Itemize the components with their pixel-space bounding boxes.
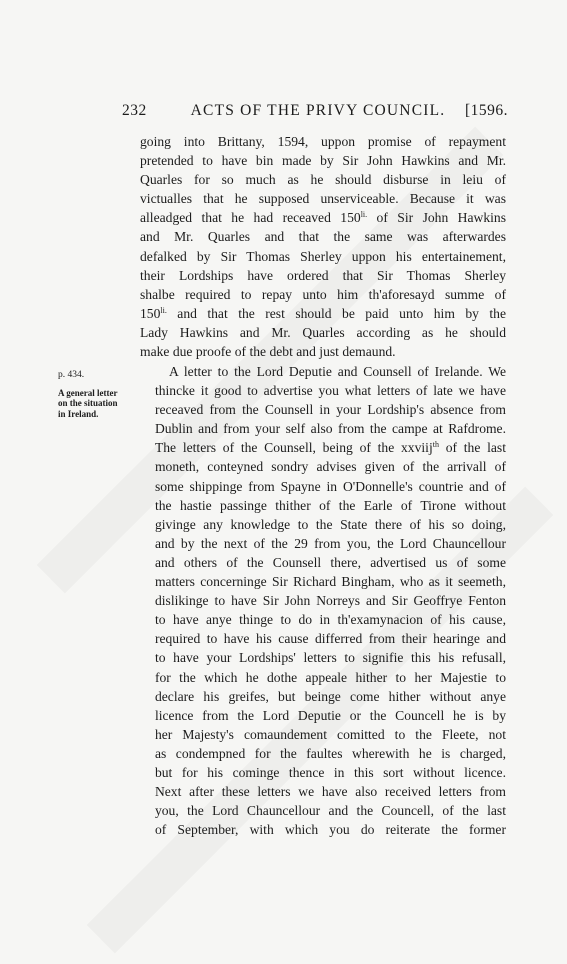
text-line: dislikinge to have Sir John Norreys and Sir Geoffrye Fenton — [154, 593, 506, 609]
text-line: but for his cominge thence in this sort without licence. — [154, 764, 506, 780]
text-line: required to have his cause differred from their hearinge and — [154, 631, 506, 647]
paragraph-continuation — [140, 132, 506, 361]
text-line: alleadged that he had receaved $150^{li.}$ of Sir John Hawkins — [140, 210, 507, 226]
text-line: shalbe required to repay unto him th'aforesayd summe of — [140, 286, 506, 302]
superscript-li: li. — [160, 305, 167, 315]
text-line: to have anye thinge to do in th'examynacion of his cause, — [154, 612, 506, 628]
margin-note — [58, 370, 122, 419]
text-line: and others of the Counsell there, advertised us of some — [154, 554, 506, 570]
paragraph-irish-letter — [140, 362, 506, 839]
text-line: the hastie passinge thither of the Earle of Tirone without — [154, 497, 506, 513]
text-line: for the which he dothe appeale hither to her Majestie to — [154, 669, 506, 685]
text-line: you, the Lord Chauncellour and the Councell, of the last — [154, 803, 506, 819]
running-title: ACTS OF THE PRIVY COUNCIL. — [190, 102, 446, 119]
text-line: Quarles for so much as he should disburse in leiu of — [140, 172, 506, 188]
text-line: The letters of the Counsell, being of the xxviij$^{th}$ of the last — [154, 440, 506, 456]
text-line: moneth, conteyned sondry advises given of the arrivall of — [154, 459, 506, 475]
text-line: their Lordships have ordered that Sir Thomas Sherley — [140, 267, 506, 283]
text-line: declare his greifes, but beinge come hither without anye — [154, 688, 506, 704]
running-header — [122, 102, 508, 124]
text-line: receaved from the Counsell in your Lordship's absence from — [154, 402, 506, 418]
text-line: make due proofe of the debt and just demaund. — [140, 344, 396, 360]
text-line: pretended to have bin made by Sir John Hawkins and Mr. — [140, 153, 506, 169]
text-line: Next after these letters we have also received letters from — [154, 784, 506, 800]
text-line: Lady Hawkins and Mr. Quarles according as he should — [140, 324, 506, 340]
text-line: and by the next of the 29 from you, the Lord Chauncellour — [154, 535, 506, 551]
text-line: as condempned for the faultes wherewith he is charged, — [154, 745, 506, 761]
text-line: licence from the Lord Deputie or the Councell he is by — [154, 707, 506, 723]
text-line: her Majesty's comaundement comitted to the Fleete, not — [154, 726, 506, 742]
margin-summary: A general letter on the situation in Ireland. — [58, 387, 118, 419]
text-line: and Mr. Quarles and that the same was afterwardes — [140, 229, 506, 245]
text-line: Dublin and from your self also from the campe at Rafdrome. — [154, 421, 506, 437]
text-line: of September, with which you do reiterate the former — [154, 822, 506, 838]
text-line: victualles that he supposed unserviceable. Because it was — [140, 191, 506, 207]
text-line: matters concerninge Sir Richard Bingham, who as it seemeth, — [154, 574, 506, 590]
year-marker: [1596. — [464, 102, 508, 119]
text-line: thincke it good to advertise you what letters of late we have — [154, 383, 506, 399]
text-line: to have your Lordships' letters to signifie this his refusall, — [154, 650, 506, 666]
text-line: A letter to the Lord Deputie and Counsell of Irelande. We — [168, 364, 506, 379]
margin-page-reference: p. 434. — [58, 370, 85, 380]
superscript-li: li. — [360, 210, 368, 220]
page-number: 232 — [122, 102, 147, 119]
text-line: defalked by Sir Thomas Sherley uppon his entertainement, — [140, 248, 506, 264]
text-line: going into Brittany, 1594, uppon promise of repayment — [140, 134, 506, 149]
superscript-th: th — [432, 440, 439, 450]
text-line: some shippinge from Spayne in O'Donnelle's countrie and of — [154, 478, 506, 494]
text-line: $150^{li.}$ and that the rest should be paid unto him by the — [140, 305, 506, 321]
text-line: givinge any knowledge to the State there of his so doing, — [154, 516, 506, 532]
